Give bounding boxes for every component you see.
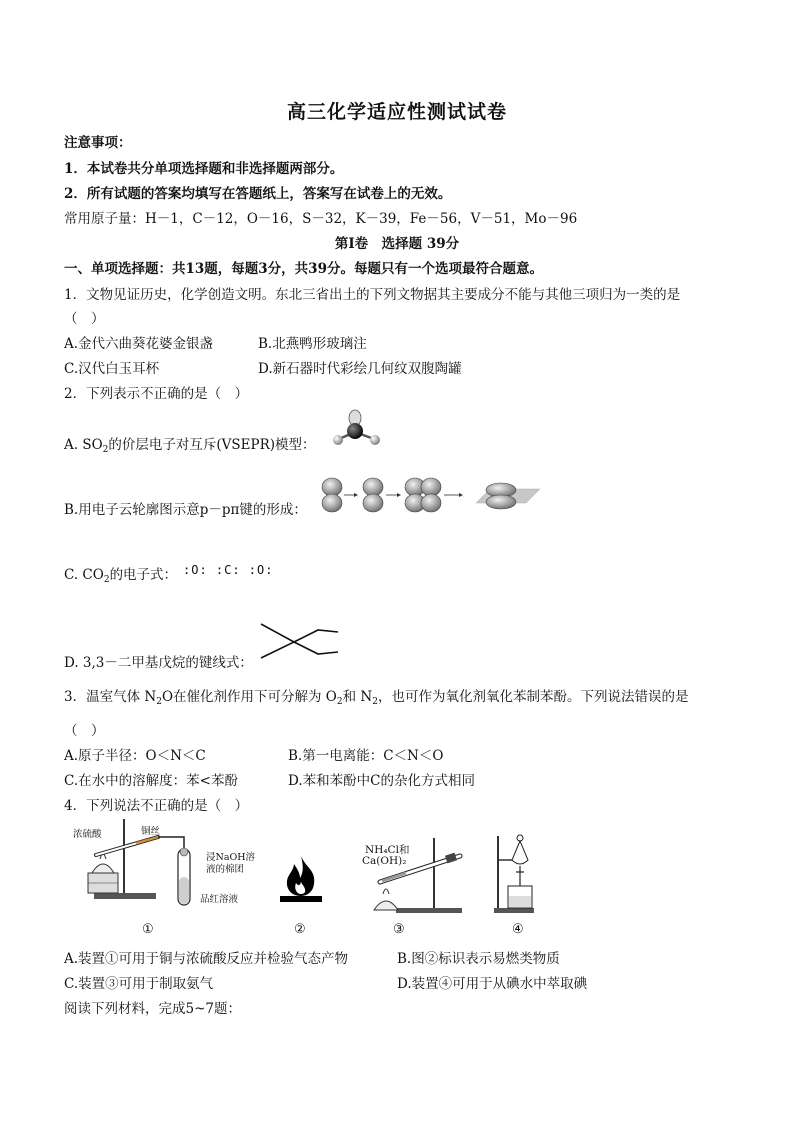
q3-paren: （ ）: [64, 723, 105, 739]
label-copper-wire: 铜丝: [141, 826, 161, 837]
page-title: 高三化学适应性测试试卷: [286, 101, 507, 123]
label-cotton-1: 浸NaOH溶: [206, 852, 256, 863]
sulfur-atom: [347, 423, 363, 439]
q4-option-c: C.装置③可用于制取氨气: [64, 976, 214, 992]
label-conc-acid: 浓硫酸: [73, 829, 102, 840]
pp-pi-bond-figure: [318, 477, 544, 513]
flammable-hazard-icon: [272, 850, 330, 906]
vsepr-model-figure: [326, 408, 386, 450]
label-magenta-solution: 品红溶液: [200, 894, 239, 905]
apparatus-4-figure: [490, 830, 550, 916]
q3-option-a: A.原子半径：O＜N＜C: [64, 748, 206, 764]
q3-option-d: D.苯和苯酚中C的杂化方式相同: [288, 773, 475, 789]
co2-electron-formula: :O: :C: :O:: [183, 563, 274, 577]
label-reagents-1: NH₄Cl和: [365, 844, 410, 856]
q1-paren: （ ）: [64, 311, 105, 327]
q2-option-b: B.用电子云轮廓图示意p－pπ键的形成：: [64, 502, 307, 518]
figure-number-1: ①: [142, 922, 154, 937]
oxygen-atom: [333, 435, 343, 445]
notice-item-2: 2．所有试题的答案均填写在答题纸上，答案写在试卷上的无效。: [64, 186, 452, 202]
q3-stem: 3．温室气体 $N_2O$在催化剂作用下可分解为 $O_2$和 $N_2$，也可作为氧化剂氧化苯制苯酚。下列说法错误的是: [64, 689, 689, 707]
q1-stem: 1．文物见证历史，化学创造文明。东北三省出土的下列文物据其主要成分不能与其他三项归为一类的是: [64, 287, 681, 303]
q2-stem: 2．下列表示不正确的是（ ）: [64, 386, 249, 402]
notice-heading: 注意事项：: [64, 135, 132, 151]
q4-option-a: A.装置①可用于铜与浓硫酸反应并检验气态产物: [64, 951, 349, 967]
notice-item-1: 1．本试卷共分单项选择题和非选择题两部分。: [64, 161, 344, 177]
skeletal-formula-figure: [258, 620, 342, 662]
q4-stem: 4．下列说法不正确的是（ ）: [64, 798, 249, 814]
q4-option-b: B.图②标识表示易燃类物质: [397, 951, 560, 967]
q1-option-c: C.汉代白玉耳杯: [64, 361, 160, 377]
figure-number-2: ②: [294, 922, 306, 937]
q3-option-c: C.在水中的溶解度：苯<苯酚: [64, 773, 238, 789]
q1-option-d: D.新石器时代彩绘几何纹双腹陶罐: [258, 361, 462, 377]
q2-option-c: C. $CO_2$的电子式：: [64, 567, 178, 585]
figure-number-4: ④: [512, 922, 524, 937]
part-one-heading: 一、单项选择题：共13题，每题3分，共39分。每题只有一个选项最符合题意。: [64, 261, 543, 277]
oxygen-atom: [370, 435, 380, 445]
figure-number-3: ③: [393, 922, 405, 937]
q1-option-b: B.北燕鸭形玻璃注: [258, 336, 367, 352]
q4-option-d: D.装置④可用于从碘水中萃取碘: [397, 976, 588, 992]
label-reagents-2: Ca(OH)₂: [362, 855, 407, 867]
atomic-masses: 常用原子量：H－1，C－12，O－16，S－32，K－39，Fe－56，V－51，Mo－96: [64, 211, 578, 227]
label-cotton-2: 液的棉团: [206, 864, 245, 875]
q3-option-b: B.第一电离能：C＜N＜O: [288, 748, 444, 764]
section-title: 第Ⅰ卷 选择题 39分: [334, 236, 460, 252]
reading-instruction: 阅读下列材料，完成5~7题：: [64, 1001, 241, 1017]
q2-option-a: A. $SO_2$的价层电子对互斥(VSEPR)模型：: [64, 437, 316, 455]
q1-option-a: A.金代六曲葵花婆金银盏: [64, 336, 214, 352]
q2-option-d: D. 3,3－二甲基戊烷的键线式：: [64, 655, 253, 671]
